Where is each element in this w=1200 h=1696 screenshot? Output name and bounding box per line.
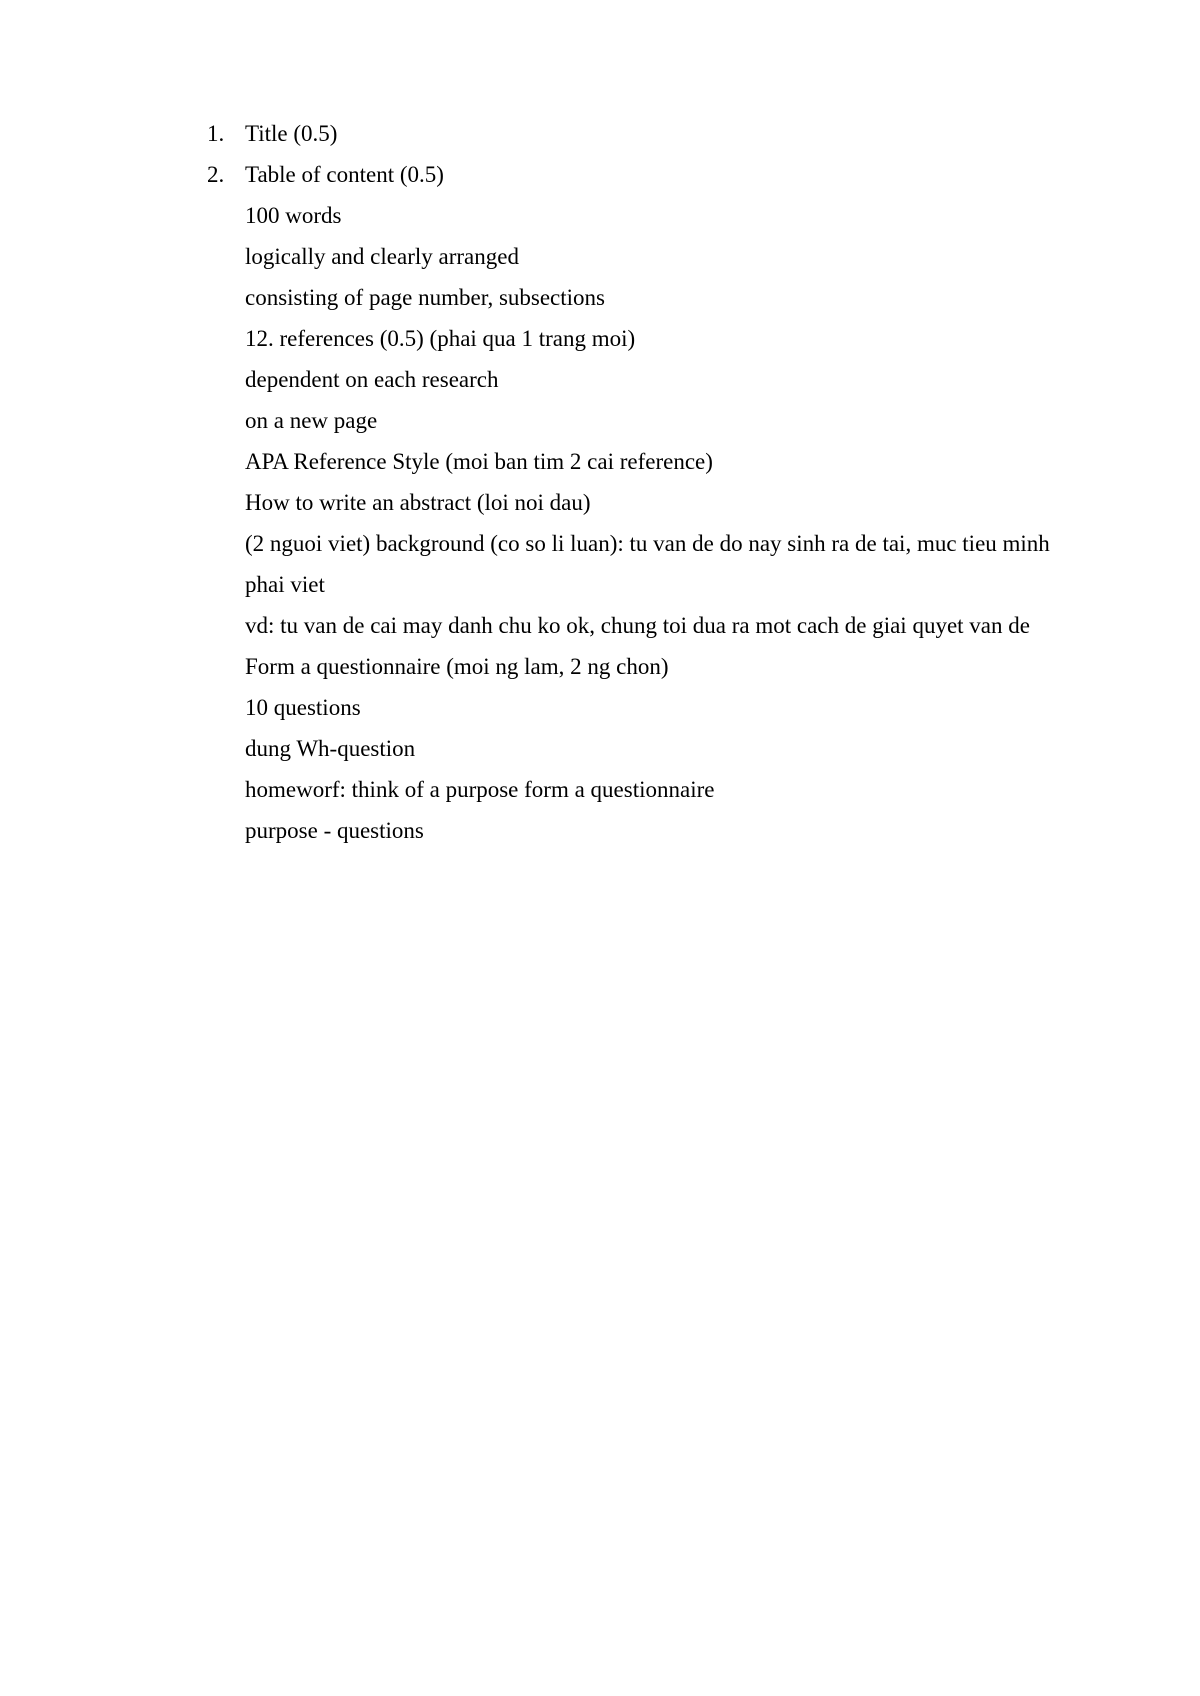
list-marker: 1. bbox=[207, 121, 225, 146]
text-line: 100 words bbox=[245, 203, 342, 228]
text-line: purpose - questions bbox=[245, 818, 424, 843]
list-item-text: Title (0.5) bbox=[245, 121, 338, 146]
text-paragraph: (2 nguoi viet) background (co so li luan): tu van de do nay sinh ra de tai, muc tieu minh phai viet bbox=[245, 531, 1050, 597]
text-line: homeworf: think of a purpose form a questionnaire bbox=[245, 777, 715, 802]
text-line: dung Wh-question bbox=[245, 736, 416, 761]
document-body bbox=[207, 113, 1087, 851]
text-line: 12. references (0.5) (phai qua 1 trang moi) bbox=[245, 326, 636, 351]
numbered-item-title bbox=[207, 113, 1087, 154]
list-marker: 2. bbox=[207, 162, 225, 187]
text-paragraph: vd: tu van de cai may danh chu ko ok, chung toi dua ra mot cach de giai quyet van de bbox=[245, 613, 1030, 638]
text-line: consisting of page number, subsections bbox=[245, 285, 605, 310]
text-line: on a new page bbox=[245, 408, 378, 433]
text-line: Form a questionnaire (moi ng lam, 2 ng chon) bbox=[245, 654, 669, 679]
text-line: logically and clearly arranged bbox=[245, 244, 519, 269]
numbered-item-table-of-content bbox=[207, 154, 1087, 195]
text-line: How to write an abstract (loi noi dau) bbox=[245, 490, 591, 515]
text-line: APA Reference Style (moi ban tim 2 cai reference) bbox=[245, 449, 713, 474]
list-item-text: Table of content (0.5) bbox=[245, 162, 444, 187]
text-line: dependent on each research bbox=[245, 367, 499, 392]
text-line: 10 questions bbox=[245, 695, 361, 720]
